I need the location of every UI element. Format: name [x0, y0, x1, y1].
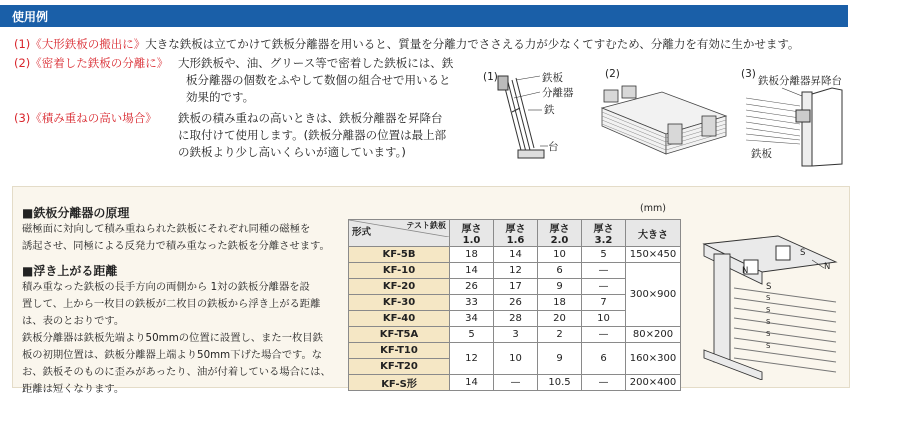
fig4-label-s2: S: [766, 282, 772, 292]
principle-title: ■鉄板分離器の原理: [22, 206, 130, 220]
value-cell: 26: [494, 295, 538, 311]
fig4-label-n1: N: [742, 266, 749, 276]
spec-table: [348, 219, 681, 391]
fig4-label-s7: S: [766, 342, 771, 350]
fig1-label-separator: 分離器: [542, 87, 574, 99]
value-cell: 10: [538, 247, 582, 263]
value-cell: 18: [538, 295, 582, 311]
table-row: [349, 343, 681, 359]
value-cell: 6: [582, 343, 626, 375]
value-cell: 34: [450, 311, 494, 327]
value-cell: 26: [450, 279, 494, 295]
model-cell: KF-10: [349, 263, 450, 279]
value-cell: 20: [538, 311, 582, 327]
table-row: [349, 327, 681, 343]
value-cell: 3: [494, 327, 538, 343]
fig4-label-s6: S: [766, 330, 771, 338]
float-line-1: 積み重なった鉄板の長手方向の両側から 1対の鉄板分離器を設: [22, 281, 310, 293]
table-row: [349, 263, 681, 279]
fig1-number: (1): [483, 71, 498, 83]
usage-item-3-head: (3)《積み重ねの高い場合》: [14, 111, 157, 125]
section-header: [0, 5, 848, 27]
header-diag-label: テスト鉄板: [406, 221, 446, 230]
fig4-label-s1: S: [800, 248, 806, 258]
float-line-7: 距離は短くなります。: [22, 383, 125, 395]
value-cell: 14: [450, 263, 494, 279]
usage-item-1-body: 大きな鉄板は立てかけて鉄板分離器を用いると、質量を分離力でささえる力が少なくてすむため、分離力を有効に生かせます。: [145, 37, 800, 51]
model-cell: KF-T5A: [349, 327, 450, 343]
header-t10: 厚さ 1.0: [450, 220, 494, 247]
section-title: 使用例: [12, 10, 49, 24]
fig3-number: (3): [741, 68, 756, 80]
float-title: ■浮き上がる距離: [22, 264, 118, 278]
value-cell: 18: [450, 247, 494, 263]
fig2-drawing: [598, 78, 730, 160]
fig1-label-plate: 鉄板: [542, 72, 563, 84]
model-cell: KF-T10: [349, 343, 450, 359]
model-cell: KF-20: [349, 279, 450, 295]
fig4-label-n2: N: [824, 262, 831, 272]
usage-item-3-line-2: に取付けて使用します。(鉄板分離器の位置は最上部: [178, 128, 447, 142]
value-cell: 14: [450, 375, 494, 391]
value-cell: 33: [450, 295, 494, 311]
value-cell: 10: [494, 343, 538, 375]
table-row: [349, 247, 681, 263]
fig4-label-s4: S: [766, 306, 771, 314]
header-t20: 厚さ 2.0: [538, 220, 582, 247]
float-line-5: 板の初期位置は、鉄板分離器上端より50mm下げた場合です。な: [22, 349, 323, 361]
model-cell: KF-30: [349, 295, 450, 311]
model-cell: KF-5B: [349, 247, 450, 263]
size-cell: 150×450: [626, 247, 681, 263]
value-cell: 12: [494, 263, 538, 279]
fig1-label-stand: 台: [548, 141, 559, 153]
table-row: [349, 375, 681, 391]
principle-line-2: 誘起させ、同極による反発力で積み重なった鉄板を分離させます。: [22, 240, 330, 252]
float-line-2: 置して、上から一枚目の鉄板が二枚目の鉄板から浮き上がる距離: [22, 298, 321, 310]
model-cell: KF-S形: [349, 375, 450, 391]
usage-item-1-head: (1)《大形鉄板の搬出に》: [14, 37, 146, 51]
model-cell: KF-T20: [349, 359, 450, 375]
usage-item-2-line-1: 大形鉄板や、油、グリース等で密着した鉄板には、鉄: [178, 56, 454, 70]
fig2-number: (2): [605, 68, 620, 80]
value-cell: —: [582, 263, 626, 279]
principle-line-1: 磁極面に対向して積み重ねられた鉄板にそれぞれ同種の磁極を: [22, 223, 311, 235]
header-model: [349, 220, 450, 247]
float-line-4: 鉄板分離器は鉄板先端より50mmの位置に設置し、また一枚目鉄: [22, 332, 323, 344]
usage-item-2-head: (2)《密着した鉄板の分離に》: [14, 56, 169, 70]
usage-item-3-line-3: の鉄板より少し高いくらいが適しています。): [178, 145, 406, 159]
header-t16: 厚さ 1.6: [494, 220, 538, 247]
float-line-3: は、表のとおりです。: [22, 315, 125, 327]
value-cell: 9: [538, 343, 582, 375]
fig3-label-plate: 鉄板: [751, 148, 772, 160]
header-size: 大きさ: [626, 220, 681, 247]
value-cell: —: [582, 279, 626, 295]
value-cell: 14: [494, 247, 538, 263]
size-cell: 160×300: [626, 343, 681, 375]
figure-4: [700, 232, 840, 380]
model-cell: KF-40: [349, 311, 450, 327]
value-cell: —: [494, 375, 538, 391]
value-cell: —: [582, 327, 626, 343]
value-cell: 5: [450, 327, 494, 343]
value-cell: 12: [450, 343, 494, 375]
fig4-label-s5: S: [766, 318, 771, 326]
usage-item-3-line-1: 鉄板の積み重ねの高いときは、鉄板分離器を昇降台: [178, 111, 443, 125]
value-cell: 7: [582, 295, 626, 311]
usage-item-2-line-2: 板分離器の個数をふやして数個の組合せで用いると: [186, 73, 451, 87]
size-cell: 200×400: [626, 375, 681, 391]
value-cell: 5: [582, 247, 626, 263]
size-cell: 300×900: [626, 263, 681, 327]
table-unit: (mm): [640, 203, 666, 214]
value-cell: 2: [538, 327, 582, 343]
float-line-6: お、鉄板そのものに歪みがあったり、油が付着している場合には、: [22, 366, 331, 378]
fig1-label-iron: 鉄: [544, 104, 555, 116]
value-cell: 10.5: [538, 375, 582, 391]
table-header-row: [349, 220, 681, 247]
value-cell: 17: [494, 279, 538, 295]
value-cell: —: [582, 375, 626, 391]
header-model-label: 形式: [352, 227, 372, 238]
size-cell: 80×200: [626, 327, 681, 343]
header-t32: 厚さ 3.2: [582, 220, 626, 247]
fig4-label-s3: S: [766, 294, 771, 302]
usage-item-1: [14, 36, 799, 52]
fig3-title: 鉄板分離器昇降台: [758, 75, 842, 87]
value-cell: 6: [538, 263, 582, 279]
usage-item-2-line-3: 効果的です。: [186, 90, 255, 104]
value-cell: 9: [538, 279, 582, 295]
value-cell: 28: [494, 311, 538, 327]
value-cell: 10: [582, 311, 626, 327]
